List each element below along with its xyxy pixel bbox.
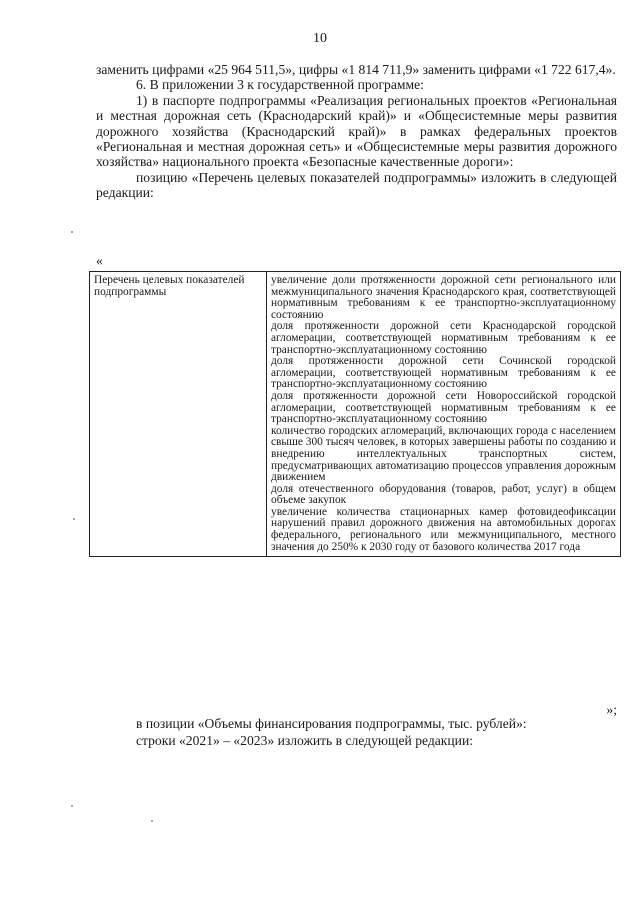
margin-mark xyxy=(71,805,73,807)
table-row xyxy=(90,272,621,557)
body-text xyxy=(96,62,617,201)
indicator-item: увеличение количества стационарных камер фотовидеофиксации нарушений правил дорожного движения на автомобильных дорогах федерального, регионального или межмуниципального, местного значения до 250% к 2030 году от базового количества 2017 года xyxy=(271,505,616,553)
closing-quote: »; xyxy=(606,702,617,717)
table-value-cell xyxy=(267,272,621,557)
indicator-item: доля отечественного оборудования (товаров, работ, услуг) в общем объеме закупок xyxy=(271,482,616,507)
page-number: 10 xyxy=(313,31,327,46)
indicator-item: увеличение доли протяженности дорожной сети регионального или межмуниципального значения Краснодарского края, соответствующей нормативным требованиям к ее транспортно-эксплуатационному состоянию xyxy=(271,274,616,321)
indicator-item: доля протяженности дорожной сети Краснодарской городской агломерации, соответствующей нормативным требованиям к ее транспортно-эксплуатационному состоянию xyxy=(271,320,616,356)
margin-mark xyxy=(73,518,75,520)
after-table-text xyxy=(136,715,616,749)
passport-table xyxy=(89,271,621,557)
paragraph-replace-figures: заменить цифрами «25 964 511,5», цифры «1 814 711,9» заменить цифрами «1 722 617,4». xyxy=(96,62,616,77)
paragraph-appendix-3: 6. В приложении 3 к государственной программе: xyxy=(136,77,424,93)
table-label-cell: Перечень целевых показателей подпрограммы xyxy=(90,272,267,557)
paragraph-passport-subprogram: 1) в паспорте подпрограммы «Реализация региональных проектов «Региональная и местная дорожная сеть (Краснодарский край)» и «Общесистемные меры развития дорожного хозяйства (Краснодарский край)» в рамках федеральных проектов «Региональная и местная дорожная сеть» и «Общесистемные меры развития дорожного хозяйства» национального проекта «Безопасные качественные дороги»: xyxy=(96,92,617,170)
indicator-item: доля протяженности дорожной сети Новороссийской городской агломерации, соответствующей нормативным требованиям к ее транспортно-эксплуатационному состоянию xyxy=(271,389,616,426)
financing-position-line: в позиции «Объемы финансирования подпрограммы, тыс. рублей»: xyxy=(136,716,527,731)
margin-mark xyxy=(71,231,73,233)
paragraph-target-indicators: позицию «Перечень целевых показателей подпрограммы» изложить в следующей редакции: xyxy=(96,169,617,201)
indicator-item: количество городских агломераций, включающих города с населением свыше 300 тысяч человек, в которых завершены работы по созданию и внедрению интеллектуальных транспортных систем, предусматривающих автоматизацию процессов управления дорожным движением xyxy=(271,424,616,484)
opening-quote: « xyxy=(96,253,103,268)
margin-mark xyxy=(151,820,153,822)
indicator-item: доля протяженности дорожной сети Сочинской городской агломерации, соответствующей нормативным требованиям к ее транспортно-эксплуатационному состоянию xyxy=(271,355,616,391)
rows-replace-line: строки «2021» – «2023» изложить в следующей редакции: xyxy=(136,733,473,748)
